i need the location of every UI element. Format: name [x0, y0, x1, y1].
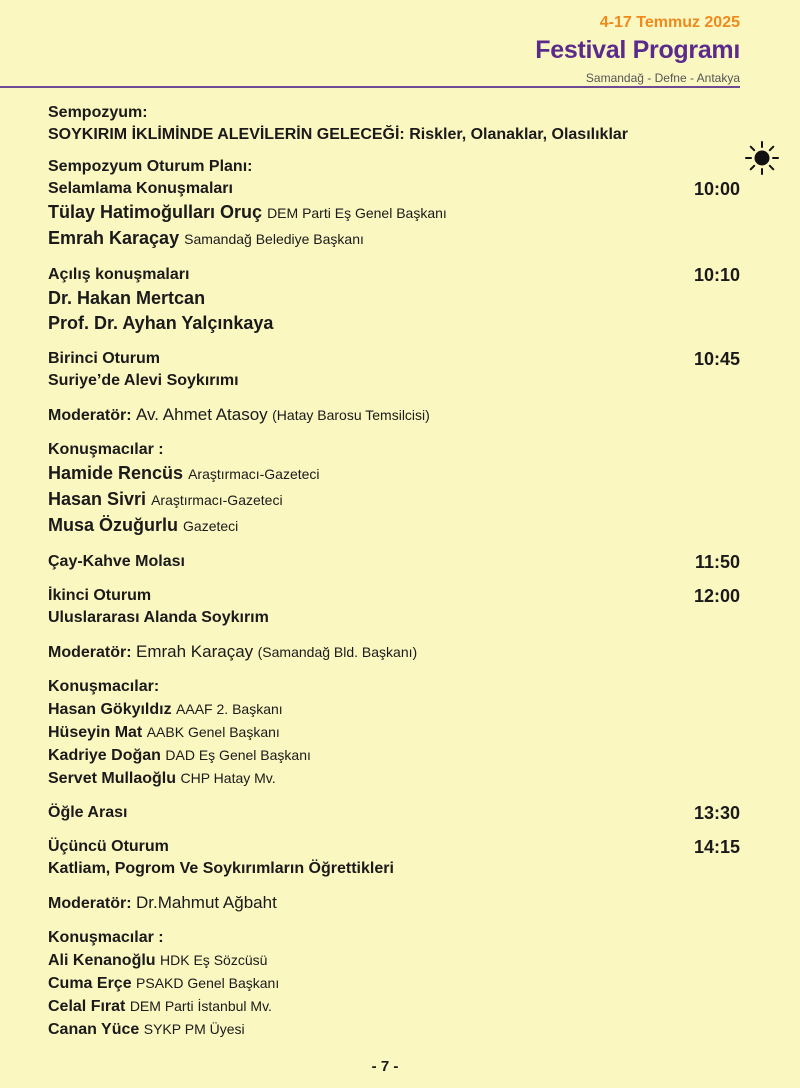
page-number: - 7 - — [371, 1058, 399, 1075]
session1-title-text: Birinci Oturum — [48, 350, 161, 367]
session3-moderator — [48, 892, 740, 915]
speaker-role: DEM Parti İstanbul Mv. — [129, 998, 272, 1014]
header-divider — [0, 86, 740, 88]
opening-speaker: Dr. Hakan Mertcan — [48, 288, 206, 308]
festival-locations: Samandağ - Defne - Antakya — [585, 71, 740, 85]
speaker-row — [48, 200, 740, 226]
session2-title-text: İkinci Oturum — [48, 587, 152, 604]
speaker-name: Musa Özuğurlu — [48, 515, 178, 535]
speaker-name: Canan Yüce — [48, 1021, 140, 1038]
moderator-label: Moderatör: — [48, 407, 132, 424]
opening-title-text: Açılış konuşmaları — [48, 266, 190, 283]
session1-moderator — [48, 404, 740, 427]
moderator-name: Emrah Karaçay — [136, 642, 254, 661]
session2-speakers-label: Konuşmacılar: — [48, 678, 160, 695]
speaker-name: Hamide Rencüs — [48, 463, 184, 483]
break1-title: Çay-Kahve Molası — [48, 553, 185, 570]
session3-title-text: Üçüncü Oturum — [48, 838, 169, 855]
session2-title — [48, 585, 740, 607]
speaker-name: Hüseyin Mat — [48, 724, 143, 741]
break2-title: Öğle Arası — [48, 804, 128, 821]
greeting-time: 10:00 — [693, 179, 740, 199]
greeting-title — [48, 178, 740, 200]
speaker-row — [48, 972, 740, 995]
break1-time: 11:50 — [694, 552, 740, 572]
moderator-note: (Samandağ Bld. Başkanı) — [257, 644, 418, 660]
break2-time: 13:30 — [693, 803, 740, 823]
opening-title — [48, 264, 740, 286]
moderator-note: (Hatay Barosu Temsilcisi) — [272, 407, 430, 423]
symposium-label: Sempozyum: — [48, 104, 148, 121]
speaker-name: Tülay Hatimoğulları Oruç — [48, 202, 263, 222]
session2-time: 12:00 — [693, 586, 740, 606]
speaker-role: Samandağ Belediye Başkanı — [184, 231, 364, 247]
session3-speakers-label: Konuşmacılar : — [48, 929, 164, 946]
session-plan-label: Sempozyum Oturum Planı: — [48, 158, 253, 175]
speaker-row — [48, 744, 740, 767]
session2-moderator — [48, 641, 740, 664]
session1-subtitle: Suriye’de Alevi Soykırımı — [48, 372, 239, 389]
moderator-label: Moderatör: — [48, 895, 132, 912]
speaker-row — [48, 767, 740, 790]
festival-title: Festival Programı — [535, 36, 740, 64]
greeting-title-text: Selamlama Konuşmaları — [48, 180, 233, 197]
program-content — [48, 102, 740, 1041]
sun-icon — [744, 140, 780, 176]
speaker-role: PSAKD Genel Başkanı — [136, 975, 280, 991]
speaker-row — [48, 513, 740, 539]
festival-dates: 4-17 Temmuz 2025 — [599, 14, 740, 31]
speaker-role: DAD Eş Genel Başkanı — [165, 747, 311, 763]
session2-subtitle: Uluslararası Alanda Soykırım — [48, 609, 269, 626]
speaker-name: Emrah Karaçay — [48, 228, 180, 248]
page-header — [535, 14, 740, 85]
speaker-row — [48, 721, 740, 744]
session3-title — [48, 836, 740, 858]
speaker-role: AABK Genel Başkanı — [146, 724, 280, 740]
symposium-title: SOYKIRIM İKLİMİNDE ALEVİLERİN GELECEĞİ: Riskler, Olanaklar, Olasılıklar — [48, 126, 629, 143]
break2-row — [48, 802, 740, 824]
speaker-row — [48, 995, 740, 1018]
speaker-role: CHP Hatay Mv. — [180, 770, 276, 786]
moderator-label: Moderatör: — [48, 644, 132, 661]
speaker-role: Araştırmacı-Gazeteci — [188, 466, 320, 482]
speaker-role: Araştırmacı-Gazeteci — [151, 492, 283, 508]
session3-subtitle: Katliam, Pogrom Ve Soykırımların Öğrettikleri — [48, 860, 394, 877]
speaker-name: Ali Kenanoğlu — [48, 952, 156, 969]
speaker-name: Cuma Erçe — [48, 975, 132, 992]
speaker-row — [48, 698, 740, 721]
speaker-name: Hasan Gökyıldız — [48, 701, 172, 718]
speaker-role: SYKP PM Üyesi — [143, 1021, 245, 1037]
break1-row — [48, 551, 740, 573]
speaker-name: Celal Fırat — [48, 998, 126, 1015]
speaker-row — [48, 487, 740, 513]
speaker-row — [48, 461, 740, 487]
speaker-role: Gazeteci — [183, 518, 239, 534]
speaker-row — [48, 226, 740, 252]
speaker-name: Servet Mullaoğlu — [48, 770, 177, 787]
speaker-role: DEM Parti Eş Genel Başkanı — [267, 205, 447, 221]
speaker-role: AAAF 2. Başkanı — [176, 701, 283, 717]
opening-speaker: Prof. Dr. Ayhan Yalçınkaya — [48, 313, 274, 333]
speaker-row — [48, 949, 740, 972]
session1-title — [48, 348, 740, 370]
opening-time: 10:10 — [693, 265, 740, 285]
session1-speakers-label: Konuşmacılar : — [48, 441, 164, 458]
speaker-role: HDK Eş Sözcüsü — [160, 952, 268, 968]
speaker-row — [48, 1018, 740, 1041]
moderator-name: Dr.Mahmut Ağbaht — [136, 893, 277, 912]
moderator-name: Av. Ahmet Atasoy — [136, 405, 268, 424]
session1-time: 10:45 — [693, 349, 740, 369]
speaker-name: Kadriye Doğan — [48, 747, 161, 764]
session3-time: 14:15 — [693, 837, 740, 857]
speaker-name: Hasan Sivri — [48, 489, 147, 509]
